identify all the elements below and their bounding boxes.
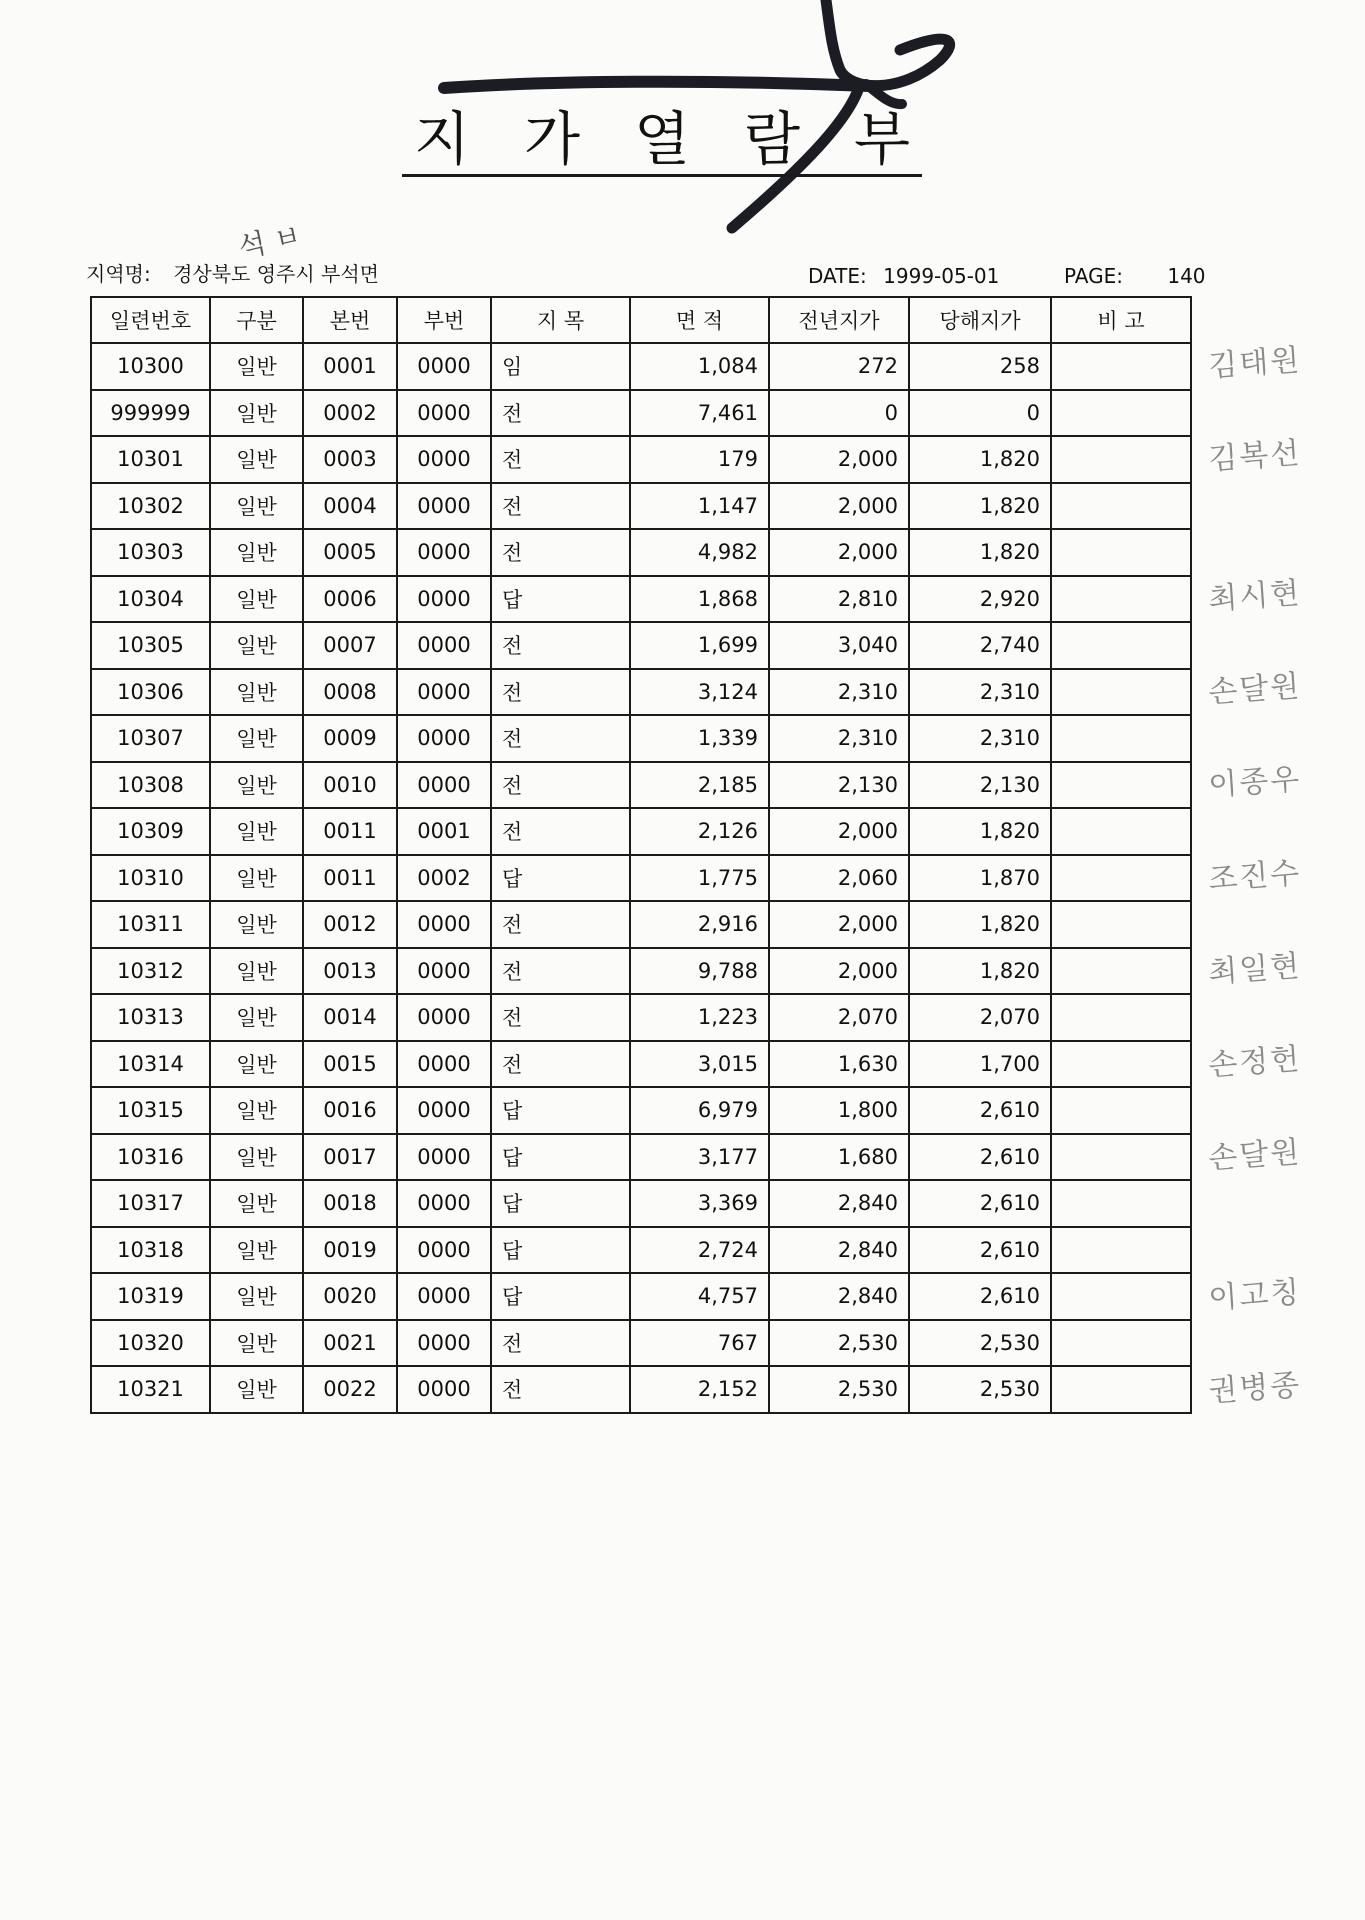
main-no-cell: 0005	[303, 529, 397, 576]
category-cell: 전	[491, 483, 630, 530]
page-value: 140	[1167, 264, 1206, 288]
header-curr-price: 당해지가	[909, 297, 1051, 343]
prev-price-cell: 2,310	[769, 715, 909, 762]
header-prev-price: 전년지가	[769, 297, 909, 343]
area-cell: 3,177	[630, 1134, 769, 1181]
type-cell: 일반	[210, 1134, 303, 1181]
sub-no-cell: 0000	[397, 1320, 491, 1367]
area-cell: 179	[630, 436, 769, 483]
remarks-cell	[1051, 994, 1191, 1041]
curr-price-cell: 2,070	[909, 994, 1051, 1041]
type-cell: 일반	[210, 669, 303, 716]
type-cell: 일반	[210, 1227, 303, 1274]
header-serial: 일련번호	[91, 297, 210, 343]
prev-price-cell: 2,000	[769, 901, 909, 948]
sub-no-cell: 0000	[397, 1366, 491, 1413]
area-cell: 2,916	[630, 901, 769, 948]
table-row	[91, 529, 1191, 576]
sub-no-cell: 0000	[397, 1134, 491, 1181]
curr-price-cell: 1,870	[909, 855, 1051, 902]
handwritten-name: 최시현	[1207, 575, 1303, 618]
curr-price-cell: 2,610	[909, 1227, 1051, 1274]
curr-price-cell: 2,310	[909, 669, 1051, 716]
title-underline	[402, 174, 922, 177]
main-no-cell: 0010	[303, 762, 397, 809]
category-cell: 전	[491, 994, 630, 1041]
area-cell: 7,461	[630, 390, 769, 437]
margin-note: 석 ㅂ	[235, 218, 305, 265]
remarks-cell	[1051, 901, 1191, 948]
table-row	[91, 669, 1191, 716]
sub-no-cell: 0000	[397, 343, 491, 390]
category-cell: 전	[491, 622, 630, 669]
main-no-cell: 0015	[303, 1041, 397, 1088]
table-header-row	[91, 297, 1191, 343]
category-cell: 전	[491, 669, 630, 716]
sub-no-cell: 0000	[397, 529, 491, 576]
header-main-no: 본번	[303, 297, 397, 343]
area-cell: 1,223	[630, 994, 769, 1041]
curr-price-cell: 2,610	[909, 1273, 1051, 1320]
sub-no-cell: 0000	[397, 762, 491, 809]
remarks-cell	[1051, 1087, 1191, 1134]
remarks-cell	[1051, 808, 1191, 855]
serial-cell: 10318	[91, 1227, 210, 1274]
serial-cell: 999999	[91, 390, 210, 437]
table-row	[91, 1366, 1191, 1413]
category-cell: 전	[491, 436, 630, 483]
sub-no-cell: 0001	[397, 808, 491, 855]
curr-price-cell: 1,820	[909, 529, 1051, 576]
serial-cell: 10320	[91, 1320, 210, 1367]
remarks-cell	[1051, 1320, 1191, 1367]
curr-price-cell: 2,530	[909, 1320, 1051, 1367]
sub-no-cell: 0000	[397, 622, 491, 669]
area-cell: 1,699	[630, 622, 769, 669]
prev-price-cell: 2,840	[769, 1227, 909, 1274]
prev-price-cell: 2,840	[769, 1273, 909, 1320]
main-no-cell: 0018	[303, 1180, 397, 1227]
table-row	[91, 436, 1191, 483]
area-cell: 3,369	[630, 1180, 769, 1227]
sub-no-cell: 0000	[397, 994, 491, 1041]
main-no-cell: 0017	[303, 1134, 397, 1181]
table-row	[91, 1041, 1191, 1088]
table-row	[91, 855, 1191, 902]
remarks-cell	[1051, 576, 1191, 623]
serial-cell: 10306	[91, 669, 210, 716]
date-value: 1999-05-01	[883, 264, 1000, 288]
curr-price-cell: 2,530	[909, 1366, 1051, 1413]
prev-price-cell: 2,530	[769, 1320, 909, 1367]
sub-no-cell: 0000	[397, 1180, 491, 1227]
table-row	[91, 1087, 1191, 1134]
type-cell: 일반	[210, 1273, 303, 1320]
curr-price-cell: 1,700	[909, 1041, 1051, 1088]
prev-price-cell: 1,800	[769, 1087, 909, 1134]
header-sub-no: 부번	[397, 297, 491, 343]
curr-price-cell: 0	[909, 390, 1051, 437]
curr-price-cell: 2,610	[909, 1134, 1051, 1181]
category-cell: 전	[491, 1320, 630, 1367]
serial-cell: 10317	[91, 1180, 210, 1227]
area-cell: 3,124	[630, 669, 769, 716]
main-no-cell: 0008	[303, 669, 397, 716]
curr-price-cell: 2,740	[909, 622, 1051, 669]
table-row	[91, 1180, 1191, 1227]
prev-price-cell: 2,000	[769, 483, 909, 530]
table-row	[91, 622, 1191, 669]
handwritten-name: 조진수	[1207, 855, 1303, 897]
main-no-cell: 0002	[303, 390, 397, 437]
area-cell: 767	[630, 1320, 769, 1367]
sub-no-cell: 0000	[397, 390, 491, 437]
type-cell: 일반	[210, 390, 303, 437]
type-cell: 일반	[210, 622, 303, 669]
type-cell: 일반	[210, 1320, 303, 1367]
remarks-cell	[1051, 762, 1191, 809]
prev-price-cell: 2,000	[769, 436, 909, 483]
category-cell: 답	[491, 1273, 630, 1320]
remarks-cell	[1051, 390, 1191, 437]
table-row	[91, 901, 1191, 948]
table-row	[91, 1320, 1191, 1367]
type-cell: 일반	[210, 901, 303, 948]
main-no-cell: 0007	[303, 622, 397, 669]
serial-cell: 10319	[91, 1273, 210, 1320]
remarks-cell	[1051, 669, 1191, 716]
serial-cell: 10314	[91, 1041, 210, 1088]
handwritten-name: 손달원	[1207, 668, 1303, 711]
curr-price-cell: 1,820	[909, 948, 1051, 995]
category-cell: 임	[491, 343, 630, 390]
sub-no-cell: 0000	[397, 1041, 491, 1088]
serial-cell: 10300	[91, 343, 210, 390]
type-cell: 일반	[210, 1087, 303, 1134]
region-line	[86, 258, 379, 287]
sub-no-cell: 0000	[397, 669, 491, 716]
sub-no-cell: 0000	[397, 1227, 491, 1274]
remarks-cell	[1051, 1273, 1191, 1320]
region-value: 경상북도 영주시 부석면	[173, 262, 379, 286]
serial-cell: 10315	[91, 1087, 210, 1134]
serial-cell: 10303	[91, 529, 210, 576]
date-label: DATE:	[808, 264, 867, 288]
type-cell: 일반	[210, 715, 303, 762]
main-no-cell: 0001	[303, 343, 397, 390]
area-cell: 2,152	[630, 1366, 769, 1413]
category-cell: 답	[491, 576, 630, 623]
sub-no-cell: 0000	[397, 901, 491, 948]
curr-price-cell: 2,310	[909, 715, 1051, 762]
prev-price-cell: 1,630	[769, 1041, 909, 1088]
table-body	[91, 343, 1191, 1413]
type-cell: 일반	[210, 855, 303, 902]
title-char: 람	[743, 105, 800, 173]
category-cell: 답	[491, 1134, 630, 1181]
handwritten-name: 손달원	[1207, 1134, 1303, 1177]
remarks-cell	[1051, 529, 1191, 576]
prev-price-cell: 2,070	[769, 994, 909, 1041]
land-price-table	[90, 296, 1192, 1414]
serial-cell: 10307	[91, 715, 210, 762]
handwritten-name: 최일현	[1207, 948, 1303, 990]
serial-cell: 10304	[91, 576, 210, 623]
prev-price-cell: 2,130	[769, 762, 909, 809]
curr-price-cell: 258	[909, 343, 1051, 390]
type-cell: 일반	[210, 1366, 303, 1413]
main-no-cell: 0006	[303, 576, 397, 623]
serial-cell: 10310	[91, 855, 210, 902]
table-row	[91, 994, 1191, 1041]
remarks-cell	[1051, 1134, 1191, 1181]
sub-no-cell: 0000	[397, 576, 491, 623]
curr-price-cell: 2,610	[909, 1087, 1051, 1134]
table-row	[91, 715, 1191, 762]
table-row	[91, 948, 1191, 995]
title-char: 지	[414, 105, 471, 173]
type-cell: 일반	[210, 343, 303, 390]
type-cell: 일반	[210, 1180, 303, 1227]
remarks-cell	[1051, 622, 1191, 669]
prev-price-cell: 2,310	[769, 669, 909, 716]
title-char: 부	[853, 105, 910, 173]
remarks-cell	[1051, 855, 1191, 902]
area-cell: 1,868	[630, 576, 769, 623]
main-no-cell: 0019	[303, 1227, 397, 1274]
type-cell: 일반	[210, 483, 303, 530]
page-label: PAGE:	[1064, 264, 1123, 288]
sub-no-cell: 0000	[397, 715, 491, 762]
type-cell: 일반	[210, 436, 303, 483]
sub-no-cell: 0000	[397, 436, 491, 483]
serial-cell: 10313	[91, 994, 210, 1041]
area-cell: 1,084	[630, 343, 769, 390]
curr-price-cell: 1,820	[909, 436, 1051, 483]
main-no-cell: 0009	[303, 715, 397, 762]
table-row	[91, 343, 1191, 390]
area-cell: 1,147	[630, 483, 769, 530]
prev-price-cell: 2,000	[769, 529, 909, 576]
handwritten-name: 김태원	[1207, 342, 1303, 385]
area-cell: 1,339	[630, 715, 769, 762]
table-row	[91, 1273, 1191, 1320]
table-row	[91, 808, 1191, 855]
header-remarks: 비 고	[1051, 297, 1191, 343]
area-cell: 2,185	[630, 762, 769, 809]
document-title	[402, 106, 922, 178]
serial-cell: 10305	[91, 622, 210, 669]
area-cell: 4,757	[630, 1273, 769, 1320]
category-cell: 전	[491, 1366, 630, 1413]
remarks-cell	[1051, 1227, 1191, 1274]
category-cell: 전	[491, 808, 630, 855]
curr-price-cell: 2,610	[909, 1180, 1051, 1227]
area-cell: 2,126	[630, 808, 769, 855]
sub-no-cell: 0002	[397, 855, 491, 902]
remarks-cell	[1051, 1041, 1191, 1088]
serial-cell: 10316	[91, 1134, 210, 1181]
serial-cell: 10309	[91, 808, 210, 855]
main-no-cell: 0022	[303, 1366, 397, 1413]
curr-price-cell: 1,820	[909, 901, 1051, 948]
category-cell: 답	[491, 1180, 630, 1227]
area-cell: 6,979	[630, 1087, 769, 1134]
handwritten-name: 손정헌	[1207, 1041, 1303, 1084]
category-cell: 전	[491, 529, 630, 576]
category-cell: 전	[491, 901, 630, 948]
main-no-cell: 0011	[303, 808, 397, 855]
handwritten-name: 김복선	[1207, 435, 1303, 478]
type-cell: 일반	[210, 808, 303, 855]
category-cell: 전	[491, 1041, 630, 1088]
category-cell: 답	[491, 1087, 630, 1134]
header-area: 면 적	[630, 297, 769, 343]
title-char: 열	[633, 105, 690, 173]
remarks-cell	[1051, 1366, 1191, 1413]
main-no-cell: 0020	[303, 1273, 397, 1320]
handwritten-name: 이고칭	[1207, 1274, 1303, 1317]
type-cell: 일반	[210, 1041, 303, 1088]
table-row	[91, 1227, 1191, 1274]
region-label: 지역명:	[86, 262, 151, 286]
date-line	[808, 264, 999, 288]
curr-price-cell: 2,920	[909, 576, 1051, 623]
remarks-cell	[1051, 715, 1191, 762]
prev-price-cell: 2,000	[769, 808, 909, 855]
main-no-cell: 0011	[303, 855, 397, 902]
main-no-cell: 0021	[303, 1320, 397, 1367]
main-no-cell: 0014	[303, 994, 397, 1041]
remarks-cell	[1051, 1180, 1191, 1227]
serial-cell: 10301	[91, 436, 210, 483]
category-cell: 전	[491, 948, 630, 995]
remarks-cell	[1051, 948, 1191, 995]
remarks-cell	[1051, 343, 1191, 390]
serial-cell: 10302	[91, 483, 210, 530]
category-cell: 답	[491, 855, 630, 902]
category-cell: 전	[491, 390, 630, 437]
type-cell: 일반	[210, 762, 303, 809]
header-type: 구분	[210, 297, 303, 343]
table-row	[91, 1134, 1191, 1181]
remarks-cell	[1051, 436, 1191, 483]
main-no-cell: 0003	[303, 436, 397, 483]
prev-price-cell: 3,040	[769, 622, 909, 669]
prev-price-cell: 2,810	[769, 576, 909, 623]
type-cell: 일반	[210, 576, 303, 623]
serial-cell: 10311	[91, 901, 210, 948]
area-cell: 9,788	[630, 948, 769, 995]
main-no-cell: 0013	[303, 948, 397, 995]
curr-price-cell: 1,820	[909, 808, 1051, 855]
table-row	[91, 390, 1191, 437]
sub-no-cell: 0000	[397, 1087, 491, 1134]
category-cell: 전	[491, 715, 630, 762]
area-cell: 2,724	[630, 1227, 769, 1274]
main-no-cell: 0012	[303, 901, 397, 948]
curr-price-cell: 1,820	[909, 483, 1051, 530]
prev-price-cell: 0	[769, 390, 909, 437]
main-no-cell: 0004	[303, 483, 397, 530]
header-land-category: 지 목	[491, 297, 630, 343]
area-cell: 4,982	[630, 529, 769, 576]
page-line	[1064, 264, 1206, 288]
type-cell: 일반	[210, 529, 303, 576]
main-no-cell: 0016	[303, 1087, 397, 1134]
table-row	[91, 762, 1191, 809]
sub-no-cell: 0000	[397, 483, 491, 530]
prev-price-cell: 2,530	[769, 1366, 909, 1413]
type-cell: 일반	[210, 994, 303, 1041]
serial-cell: 10308	[91, 762, 210, 809]
table-row	[91, 483, 1191, 530]
area-cell: 3,015	[630, 1041, 769, 1088]
category-cell: 전	[491, 762, 630, 809]
remarks-cell	[1051, 483, 1191, 530]
sub-no-cell: 0000	[397, 948, 491, 995]
handwritten-name: 권병종	[1207, 1367, 1303, 1410]
prev-price-cell: 272	[769, 343, 909, 390]
title-char: 가	[523, 105, 581, 173]
serial-cell: 10321	[91, 1366, 210, 1413]
prev-price-cell: 2,060	[769, 855, 909, 902]
table-row	[91, 576, 1191, 623]
prev-price-cell: 2,840	[769, 1180, 909, 1227]
serial-cell: 10312	[91, 948, 210, 995]
prev-price-cell: 1,680	[769, 1134, 909, 1181]
type-cell: 일반	[210, 948, 303, 995]
sub-no-cell: 0000	[397, 1273, 491, 1320]
category-cell: 답	[491, 1227, 630, 1274]
prev-price-cell: 2,000	[769, 948, 909, 995]
area-cell: 1,775	[630, 855, 769, 902]
handwritten-name: 이종우	[1207, 762, 1303, 804]
curr-price-cell: 2,130	[909, 762, 1051, 809]
